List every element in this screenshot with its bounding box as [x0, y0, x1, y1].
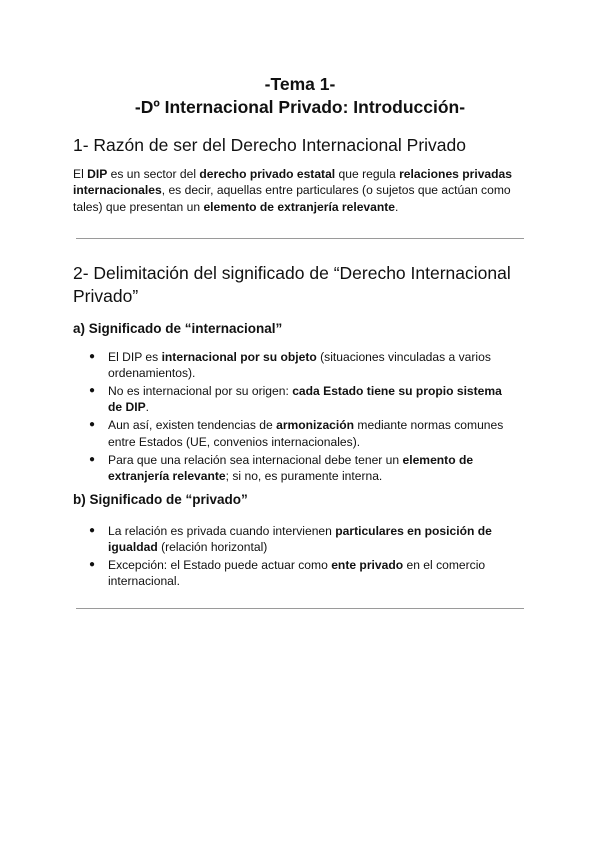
section1-paragraph [73, 166, 528, 215]
section1-heading: 1- Razón de ser del Derecho Internacional Privado [73, 135, 466, 155]
divider [76, 238, 524, 239]
section2-heading: 2- Delimitación del significado de “Derecho Internacional Privado” [73, 263, 511, 306]
text-run: en el comercio internacional. [108, 558, 486, 589]
bold-text: relaciones privadas internacionales [73, 167, 512, 198]
text-run: mediante normas comunes entre Estados (UE, convenios internacionales). [108, 418, 504, 449]
bullet-item [73, 557, 513, 590]
bold-text: cada Estado tiene su propio sistema de DIP [108, 384, 502, 415]
text-run: No es internacional por su origen: [108, 384, 293, 399]
bullet-icon: ● [89, 385, 96, 397]
bold-text: derecho privado estatal [199, 167, 336, 181]
text-run: (situaciones vinculadas a varios ordenamientos). [108, 350, 491, 381]
text-run: que regula [335, 167, 400, 181]
bold-text: DIP [87, 167, 108, 181]
bold-text: armonización [276, 418, 355, 433]
text-run: Para que una relación sea internacional debe tener un [108, 452, 403, 467]
bullet-item [73, 452, 513, 485]
bullet-item [73, 383, 513, 416]
bold-text: elemento de extranjería relevante [108, 452, 474, 483]
bullet-icon: ● [89, 525, 96, 536]
text-run: ; si no, es puramente interna. [225, 468, 383, 483]
bullet-item [73, 417, 513, 450]
bold-text: internacional por su objeto [161, 350, 317, 364]
bullet-icon: ● [89, 419, 96, 431]
text-run: La relación es privada cuando intervienen [108, 524, 336, 538]
bold-text: ente privado [331, 558, 404, 573]
text-run: El [73, 167, 88, 181]
text-run: Excepción: el Estado puede actuar como [108, 558, 332, 573]
bullet-item [73, 523, 513, 556]
subsection-b-list [73, 523, 513, 591]
bullet-icon: ● [89, 351, 96, 362]
subsection-b-heading: b) Significado de “privado” [73, 492, 248, 507]
subsection-a-heading: a) Significado de “internacional” [73, 321, 283, 336]
bold-text: elemento de extranjería relevante [203, 199, 396, 214]
text-run: El DIP es [108, 350, 162, 364]
text-run: es un sector del [107, 167, 200, 181]
divider [76, 608, 524, 609]
bullet-icon: ● [89, 453, 96, 465]
text-run: (relación horizontal) [157, 540, 268, 555]
bullet-item [73, 349, 513, 382]
bold-text: particulares en posición de igualdad [108, 524, 492, 555]
bullet-icon: ● [89, 559, 96, 571]
document-title-line2: -Dº Internacional Privado: Introducción- [134, 97, 466, 117]
text-run: , es decir, aquellas entre particulares (o sujetos que actúan como tales) que presentan un [73, 183, 511, 214]
subsection-a-list [73, 349, 513, 486]
text-run: . [395, 199, 399, 214]
text-run: Aun así, existen tendencias de [108, 418, 277, 433]
document-title-line1: -Tema 1- [264, 74, 336, 94]
text-run: . [145, 400, 150, 415]
